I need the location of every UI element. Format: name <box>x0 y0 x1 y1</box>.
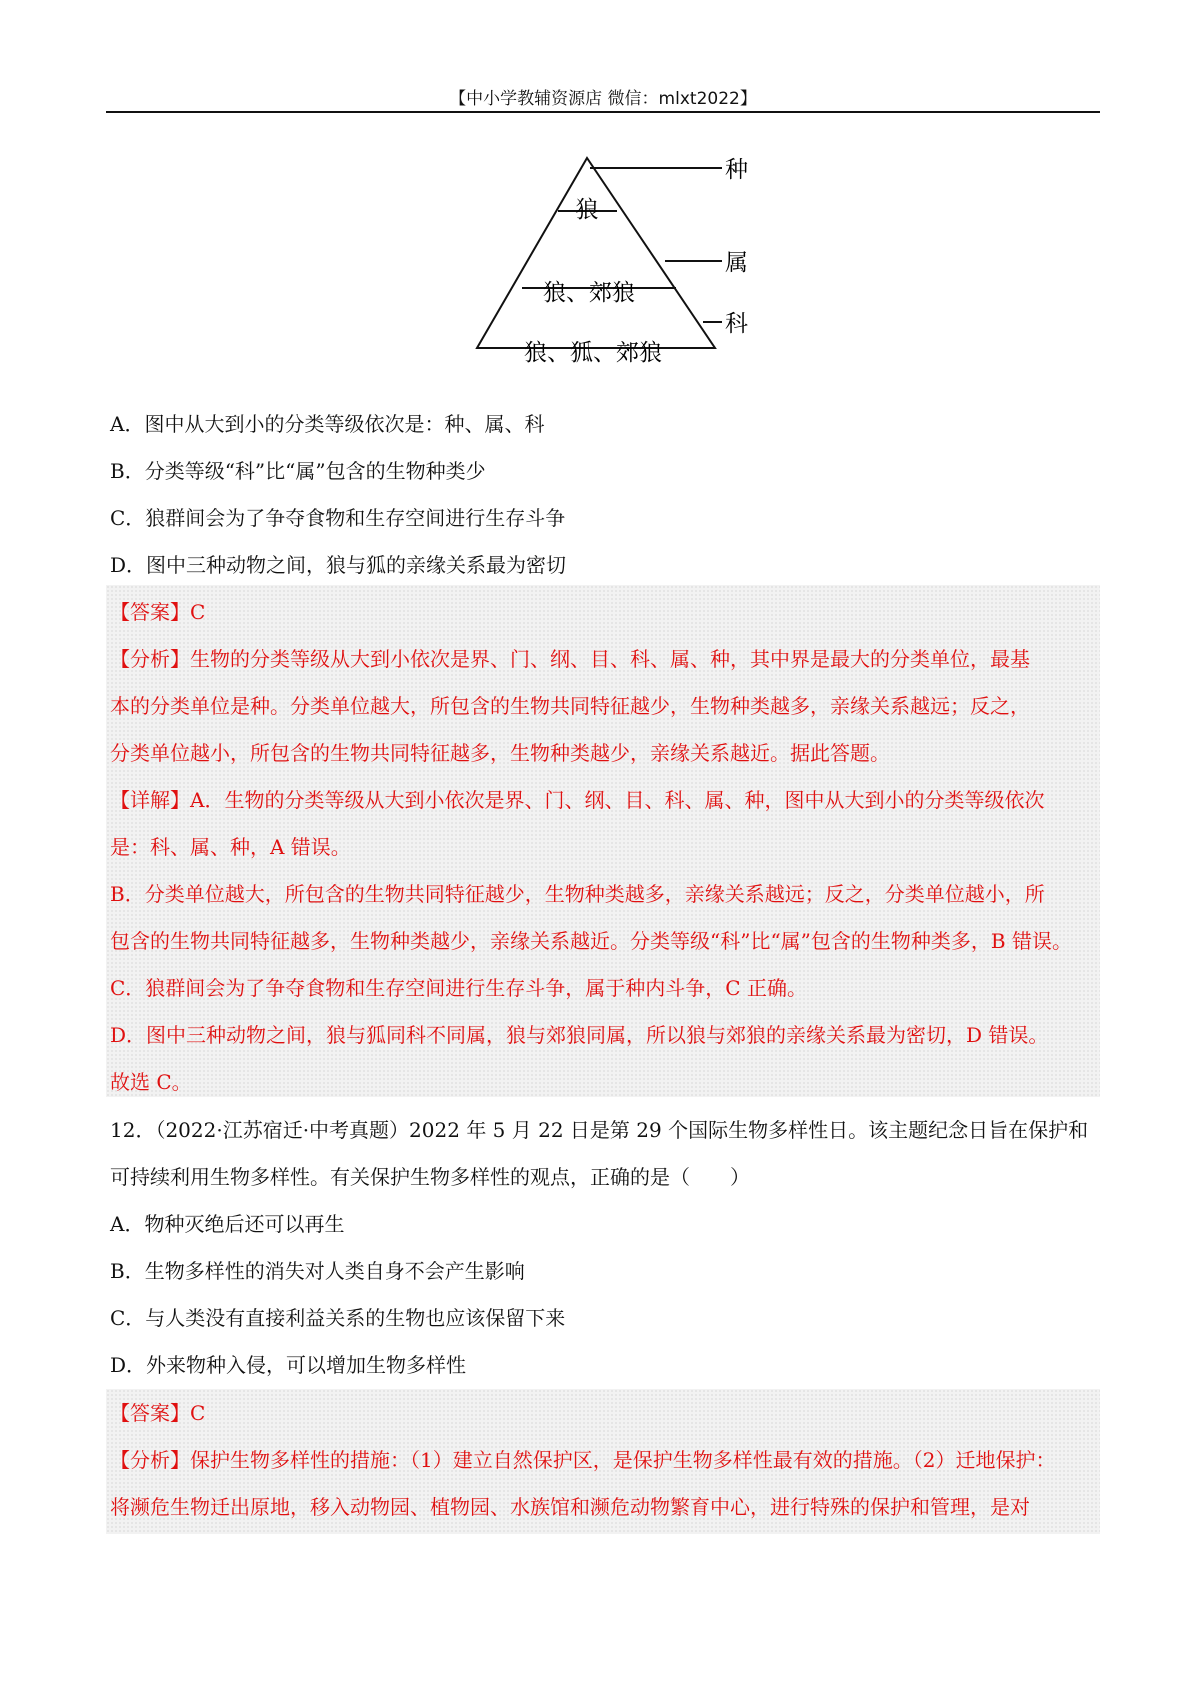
answer-tag: 【答案】 <box>110 600 190 624</box>
pyramid-outline <box>477 158 715 348</box>
q12-option-b: B．生物多样性的消失对人类自身不会产生影响 <box>110 1259 525 1283</box>
q12-analysis-line-1 <box>110 1444 1055 1473</box>
classification-pyramid-diagram <box>440 150 770 390</box>
q11-analysis-line-1 <box>110 643 1030 672</box>
page-header: 【中小学教辅资源店 微信：mlxt2022】 <box>449 89 757 109</box>
detail-text: A．生物的分类等级从大到小依次是界、门、纲、目、科、属、种，图中从大到小的分类等级依次 <box>190 788 1045 812</box>
answer-tag: 【答案】 <box>110 1401 190 1425</box>
q11-detail-line-1 <box>110 784 1044 813</box>
q11-option-d: D．图中三种动物之间，狼与狐的亲缘关系最为密切 <box>110 553 567 577</box>
q11-option-c: C．狼群间会为了争夺食物和生存空间进行生存斗争 <box>110 506 566 530</box>
tier-label-family: 狼、狐、郊狼 <box>524 340 662 366</box>
header-divider <box>106 111 1100 113</box>
q11-detail-line-7: 故选 C。 <box>110 1070 192 1094</box>
q12-analysis-line-2: 将濒危生物迁出原地，移入动物园、植物园、水族馆和濒危动物繁育中心，进行特殊的保护和管理，是对 <box>110 1495 1030 1519</box>
tier-label-species: 狼 <box>575 197 599 223</box>
q11-detail-line-5: C．狼群间会为了争夺食物和生存空间进行生存斗争，属于种内斗争，C 正确。 <box>110 976 807 1000</box>
q11-detail-line-6: D．图中三种动物之间，狼与狐同科不同属，狼与郊狼同属，所以狼与郊狼的亲缘关系最为密切，D 错误。 <box>110 1023 1049 1047</box>
q12-stem-line-1: 12．（2022·江苏宿迁·中考真题）2022 年 5 月 22 日是第 29 个国际生物多样性日。该主题纪念日旨在保护和 <box>110 1118 1089 1142</box>
rank-label-genus: 属 <box>725 250 748 276</box>
q11-detail-line-4: 包含的生物共同特征越多，生物种类越少，亲缘关系越近。分类等级“科”比“属”包含的生物种类多，B 错误。 <box>110 929 1072 953</box>
q12-option-c: C．与人类没有直接利益关系的生物也应该保留下来 <box>110 1306 566 1330</box>
q11-analysis-line-3: 分类单位越小，所包含的生物共同特征越多，生物种类越少，亲缘关系越近。据此答题。 <box>110 741 890 765</box>
q11-analysis-line-2: 本的分类单位是种。分类单位越大，所包含的生物共同特征越少，生物种类越多，亲缘关系越远；反之， <box>110 694 1030 718</box>
detail-tag: 【详解】 <box>110 788 190 812</box>
answer-value: C <box>190 600 206 624</box>
analysis-tag: 【分析】 <box>110 647 190 671</box>
rank-label-family: 科 <box>725 311 748 337</box>
analysis-tag: 【分析】 <box>110 1448 190 1472</box>
answer-value: C <box>190 1401 206 1425</box>
q11-answer-line <box>110 596 205 625</box>
q12-stem-line-2: 可持续利用生物多样性。有关保护生物多样性的观点，正确的是（ ） <box>110 1165 750 1189</box>
rank-label-species: 种 <box>725 157 748 183</box>
q12-option-a: A．物种灭绝后还可以再生 <box>110 1212 345 1236</box>
tier-label-genus: 狼、郊狼 <box>543 280 635 306</box>
q12-answer-line <box>110 1397 205 1426</box>
q12-option-d: D．外来物种入侵，可以增加生物多样性 <box>110 1353 467 1377</box>
q11-option-b: B．分类等级“科”比“属”包含的生物种类少 <box>110 459 486 483</box>
q11-detail-line-2: 是：科、属、种，A 错误。 <box>110 835 351 859</box>
analysis-text: 生物的分类等级从大到小依次是界、门、纲、目、科、属、种，其中界是最大的分类单位，最基 <box>190 647 1030 671</box>
q11-option-a: A．图中从大到小的分类等级依次是：种、属、科 <box>110 412 545 436</box>
analysis-text: 保护生物多样性的措施：（1）建立自然保护区，是保护生物多样性最有效的措施。（2）迁地保护： <box>190 1448 1056 1472</box>
q11-detail-line-3: B．分类单位越大，所包含的生物共同特征越少，生物种类越多，亲缘关系越远；反之，分类单位越小，所 <box>110 882 1045 906</box>
